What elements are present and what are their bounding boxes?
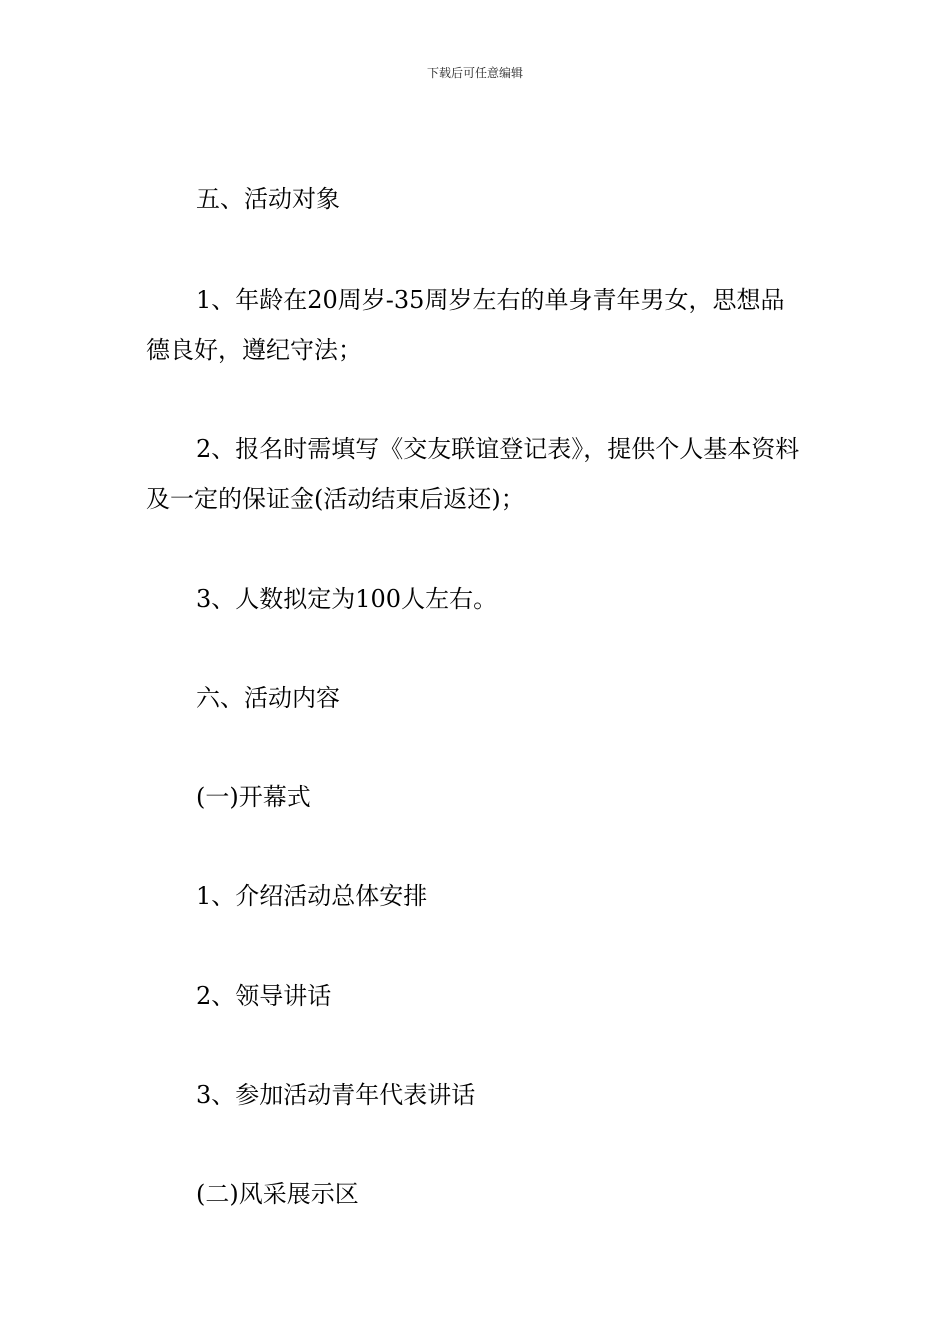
paragraph-age-requirement: 1、年龄在20周岁-35周岁左右的单身青年男女，思想品德良好，遵纪守法； (146, 286, 785, 364)
list-item-youth-speech: 3、参加活动青年代表讲话 (196, 1081, 476, 1109)
subsection-showcase-area: (二)风采展示区 (196, 1180, 359, 1208)
paragraph-registration: 2、报名时需填写《交友联谊登记表》，提供个人基本资料及一定的保证金(活动结束后返还)； (146, 435, 800, 513)
section-heading-targets: 五、活动对象 (196, 185, 340, 213)
page-header-note: 下载后可任意编辑 (426, 66, 523, 80)
paragraph-headcount: 3、人数拟定为100人左右。 (196, 585, 498, 613)
section-heading-content: 六、活动内容 (196, 684, 340, 712)
list-item-arrangement: 1、介绍活动总体安排 (196, 882, 428, 910)
subsection-opening-ceremony: (一)开幕式 (196, 783, 311, 811)
list-item-leader-speech: 2、领导讲话 (196, 982, 332, 1010)
